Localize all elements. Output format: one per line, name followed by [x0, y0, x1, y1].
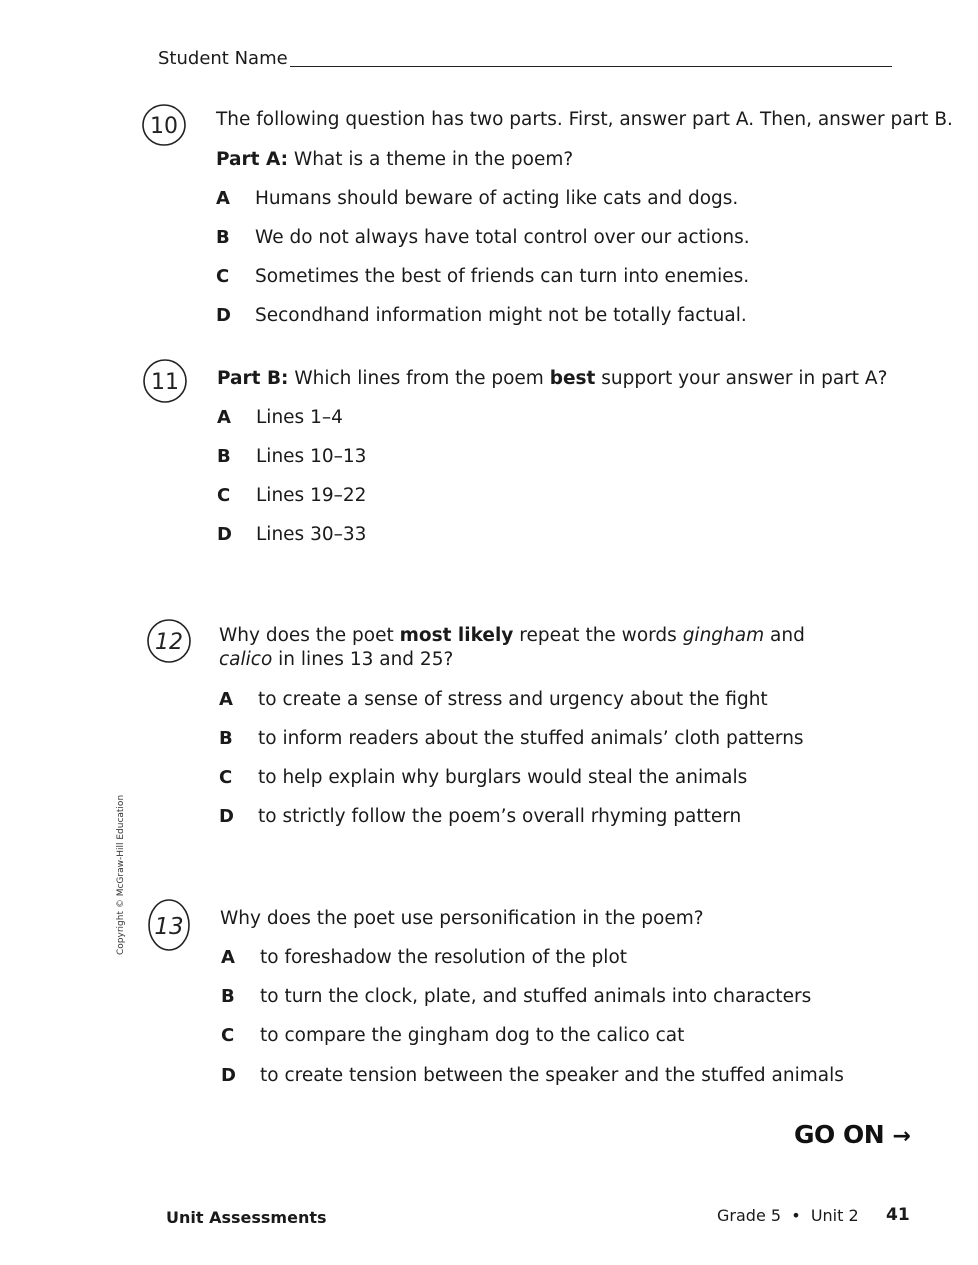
question-number-text: 13	[154, 914, 184, 940]
option-letter: A	[217, 407, 231, 428]
footer-grade-unit: Grade 5 • Unit 2	[717, 1206, 859, 1225]
q11-option-a[interactable]	[217, 406, 343, 430]
question-number-12	[144, 616, 192, 664]
go-on-indicator	[794, 1120, 910, 1149]
question-number-10	[140, 100, 188, 148]
option-text: to inform readers about the stuffed animals’ cloth patterns	[258, 728, 804, 749]
circled-number-icon	[140, 356, 190, 406]
q11-prompt: Part B: Which lines from the poem best support your answer in part A?	[217, 368, 888, 389]
option-text: Humans should beware of acting like cats and dogs.	[255, 188, 739, 209]
q11-option-b[interactable]	[217, 445, 367, 469]
q10-option-a[interactable]	[216, 187, 739, 211]
option-text: We do not always have total control over our actions.	[255, 227, 750, 248]
part-a-label: Part A:	[216, 149, 289, 170]
option-letter: A	[219, 689, 233, 710]
q10-prompt	[216, 148, 573, 172]
q10-option-d[interactable]	[216, 304, 747, 328]
part-b-label: Part B:	[217, 368, 289, 389]
q13-prompt: Why does the poet use personification in the poem?	[220, 908, 704, 929]
option-text: to create a sense of stress and urgency about the fight	[258, 689, 768, 710]
option-letter: A	[216, 188, 230, 209]
option-text: to strictly follow the poem’s overall rhyming pattern	[258, 806, 742, 827]
go-on-label: GO ON	[794, 1120, 885, 1149]
option-letter: C	[219, 767, 233, 788]
question-number-text: 10	[150, 114, 178, 139]
option-text: to create tension between the speaker and the stuffed animals	[260, 1065, 844, 1086]
q11-option-d[interactable]	[217, 523, 367, 547]
option-letter: C	[221, 1025, 235, 1046]
option-text: to help explain why burglars would steal the animals	[258, 767, 748, 788]
q13-option-d[interactable]	[221, 1064, 844, 1088]
option-letter: B	[216, 227, 230, 248]
circled-number-icon	[144, 616, 194, 666]
option-letter: B	[221, 986, 235, 1007]
option-letter: D	[219, 806, 234, 827]
q12-prompt: Why does the poet most likely repeat the words gingham and calico in lines 13 and 25?	[219, 625, 805, 670]
option-text: Secondhand information might not be totally factual.	[255, 305, 747, 326]
question-number-11	[140, 356, 188, 404]
student-name-line	[290, 66, 892, 67]
option-letter: D	[216, 305, 231, 326]
footer-unit-assessments: Unit Assessments	[166, 1208, 327, 1227]
q13-option-c[interactable]	[221, 1024, 685, 1048]
q12-option-d[interactable]	[219, 805, 742, 829]
two-part-intro: The following question has two parts. First, answer part A. Then, answer part B.	[216, 109, 953, 130]
option-text: to foreshadow the resolution of the plot	[260, 947, 628, 968]
option-text: to turn the clock, plate, and stuffed animals into characters	[260, 986, 812, 1007]
q12-option-c[interactable]	[219, 766, 748, 790]
q11-option-c[interactable]	[217, 484, 367, 508]
q12-option-b[interactable]	[219, 727, 804, 751]
question-number-text: 11	[151, 370, 179, 395]
option-text: Lines 19–22	[256, 485, 367, 506]
circled-number-icon	[144, 898, 194, 954]
option-text: Sometimes the best of friends can turn into enemies.	[255, 266, 750, 287]
page-number: 41	[886, 1205, 910, 1225]
q12-option-a[interactable]	[219, 688, 768, 712]
option-text: to compare the gingham dog to the calico cat	[260, 1025, 685, 1046]
option-letter: B	[219, 728, 233, 749]
question-number-text: 12	[155, 630, 183, 655]
option-letter: A	[221, 947, 235, 968]
arrow-right-icon: →	[892, 1124, 911, 1149]
option-letter: B	[217, 446, 231, 467]
question-number-13	[144, 898, 192, 946]
option-text: Lines 10–13	[256, 446, 367, 467]
option-letter: D	[221, 1065, 236, 1086]
option-text: Lines 1–4	[256, 407, 343, 428]
circled-number-icon	[140, 100, 190, 150]
option-letter: C	[217, 485, 231, 506]
student-name-label: Student Name	[158, 48, 288, 69]
q10-prompt-text: What is a theme in the poem?	[293, 149, 574, 170]
option-letter: C	[216, 266, 230, 287]
q10-option-b[interactable]	[216, 226, 750, 250]
q13-option-a[interactable]	[221, 946, 628, 970]
q13-option-b[interactable]	[221, 985, 812, 1009]
copyright-notice: Copyright © McGraw-Hill Education	[116, 794, 126, 955]
option-text: Lines 30–33	[256, 524, 367, 545]
option-letter: D	[217, 524, 232, 545]
q10-option-c[interactable]	[216, 265, 750, 289]
